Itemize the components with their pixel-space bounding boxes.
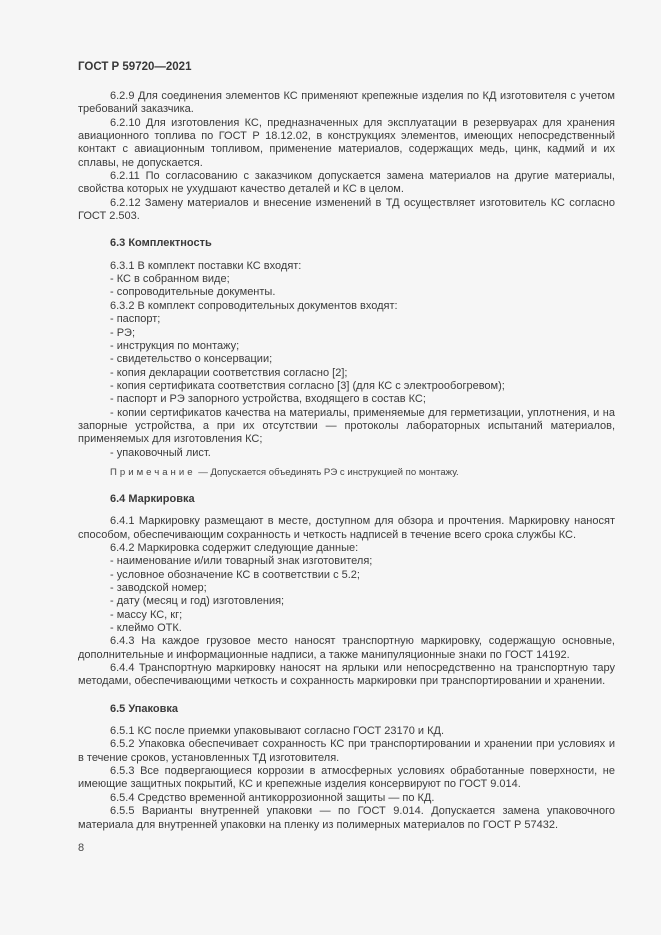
paragraph: - инструкция по монтажу; [110, 339, 240, 352]
paragraph: - клеймо ОТК. [110, 622, 182, 635]
paragraph: 6.5.3 Все подвергающиеся коррозии в атмосферных условиях обработанные поверхности, не имеющие защитных покрытий, КС и крепежные изделия консервируют по ГОСТ 9.014. [78, 765, 615, 791]
paragraph: - упаковочный лист. [110, 446, 211, 459]
paragraph: 6.4.2 Маркировка содержит следующие данные: [110, 541, 359, 554]
paragraph: 6.4.3 На каждое грузовое место наносят транспортную маркировку, содержащую основные, дополнительные и информационные надписи, а также манипуляционные знаки по ГОСТ 14192. [78, 635, 615, 661]
paragraph: - заводской номер; [110, 582, 207, 594]
section-heading: 6.4 Маркировка [110, 492, 195, 505]
paragraph: - РЭ; [110, 326, 136, 339]
paragraph: - массу КС, кг; [110, 608, 183, 621]
paragraph: 6.2.11 По согласованию с заказчиком допускается замена материалов на другие материалы, свойства которых не ухудшают качество деталей и КС в целом. [78, 170, 615, 196]
paragraph: - сопроводительные документы. [110, 286, 276, 299]
paragraph: 6.5.4 Средство временной антикоррозионной защиты — по КД. [110, 791, 435, 804]
paragraph: 6.5.5 Варианты внутренней упаковки — по ГОСТ 9.014. Допускается замена упаковочного материала для внутренней упаковки на пленку из полимерных материалов по ГОСТ Р 57432. [78, 805, 615, 831]
paragraph: - наименование и/или товарный знак изготовителя; [110, 555, 373, 568]
paragraph: - дату (месяц и год) изготовления; [110, 595, 285, 608]
paragraph: 6.5.1 КС после приемки упаковывают согласно ГОСТ 23170 и КД. [110, 725, 445, 738]
paragraph: 6.2.12 Замену материалов и внесение изменений в ТД осуществляет изготовитель КС согласно ГОСТ 2.503. [78, 196, 615, 223]
paragraph: 6.3.2 В комплект сопроводительных документов входят: [110, 299, 398, 312]
paragraph: - условное обозначение КС в соответствии с 5.2; [110, 568, 360, 581]
paragraph: 6.5.2 Упаковка обеспечивает сохранность КС при транспортировании и хранении при условиях и в течение сроков, установленных ТД изготовителя. [78, 738, 615, 764]
page-content [78, 90, 615, 832]
paragraph: 6.3.1 В комплект поставки КС входят: [110, 259, 302, 272]
paragraph: - паспорт; [110, 313, 161, 326]
page-number: 8 [78, 842, 85, 854]
paragraph: - паспорт и РЭ запорного устройства, входящего в состав КС; [110, 393, 426, 406]
paragraph: 6.2.9 Для соединения элементов КС применяют крепежные изделия по КД изготовителя с учетом требований заказчика. [78, 90, 615, 116]
paragraph: 6.2.10 Для изготовления КС, предназначенных для эксплуатации в резервуарах для хранения авиационного топлива по ГОСТ Р 18.12.02, в конструкциях элементов, имеющих непосредственный контакт с авиационным топливом, применение материалов, содержащих медь, цинк, кадмий и их сплавы, не допускается. [78, 116, 615, 169]
note-label: Примечание [110, 466, 196, 478]
paragraph: - КС в собранном виде; [110, 273, 230, 286]
paragraph: - свидетельство о консервации; [110, 353, 273, 366]
paragraph: 6.4.1 Маркировку размещают в месте, доступном для обзора и прочтения. Маркировку наносят способом, обеспечивающим сохранность и четкость надписей в течение всего срока службы КС. [78, 515, 615, 541]
section-heading: 6.3 Комплектность [110, 237, 212, 250]
section-heading: 6.5 Упаковка [110, 702, 178, 715]
paragraph: - копии сертификатов качества на материалы, применяемые для герметизации, уплотнения, и на запорные устройства, а при их отсутствии — протоколы лабораторных испытаний материалов, применяемых для изготовления КС; [78, 406, 615, 446]
paragraph: - копия сертификата соответствия согласно [3] (для КС с электрообогревом); [110, 379, 505, 392]
document-header: ГОСТ Р 59720—2021 [78, 61, 192, 73]
note: Примечание — Допускается объединять РЭ с инструкцией по монтажу. [110, 466, 459, 478]
paragraph: 6.4.4 Транспортную маркировку наносят на ярлыки или непосредственно на транспортную тару методами, обеспечивающими четкость и сохранность маркировки при транспортировании и хранении. [78, 662, 615, 688]
paragraph: - копия декларации соответствия согласно [2]; [110, 366, 348, 379]
